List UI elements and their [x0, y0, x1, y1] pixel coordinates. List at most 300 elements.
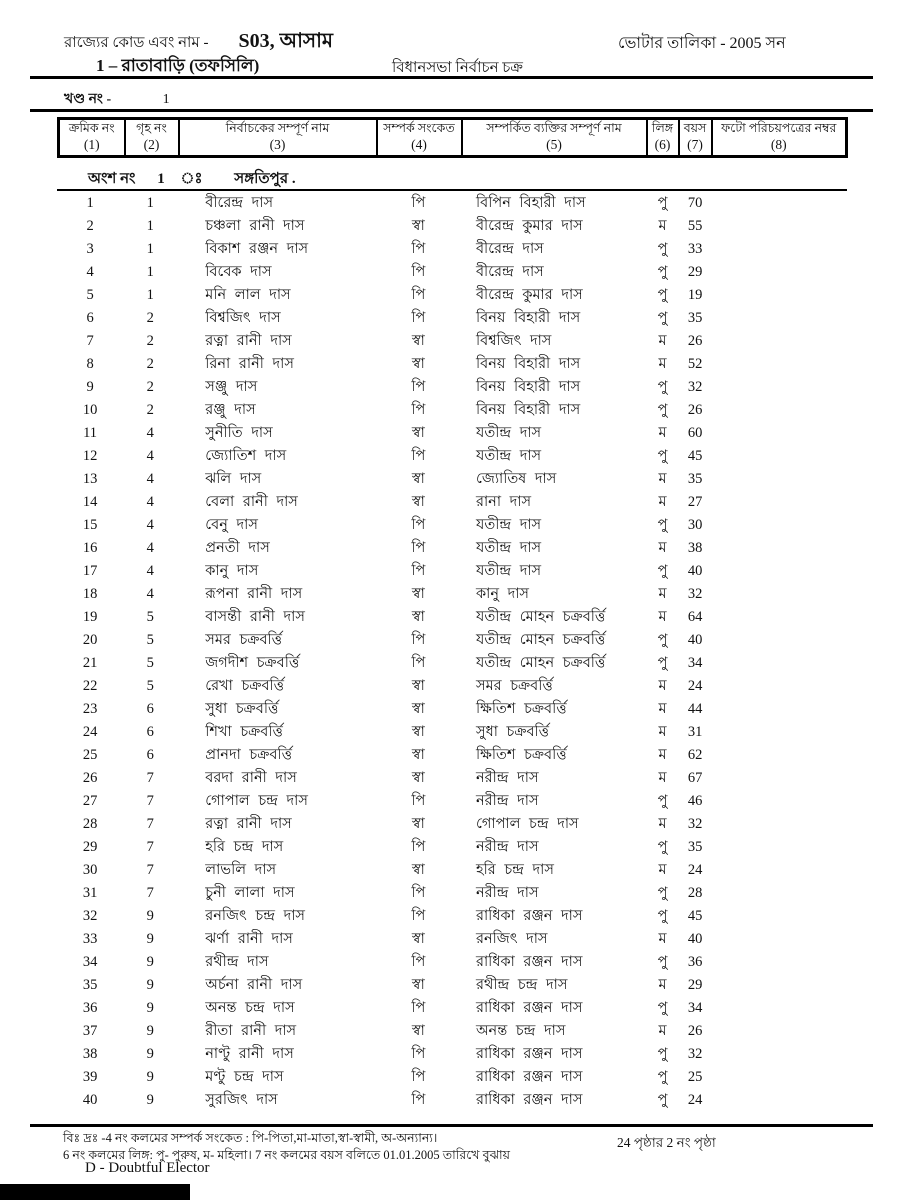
cell-serial: 23: [82, 701, 98, 717]
cell-house-no: 4: [146, 517, 154, 533]
cell-relation-code: স্বা: [411, 977, 425, 993]
cell-gender: পু: [657, 563, 668, 579]
cell-photo-id: [712, 560, 847, 583]
cell-age: 31: [687, 724, 703, 740]
voter-row: [57, 215, 847, 238]
cell-relative-name: রাধিকা রঞ্জন দাস: [475, 1046, 583, 1062]
cell-house-no: 4: [146, 471, 154, 487]
cell-gender: ম: [658, 678, 667, 694]
cell-house-no: 9: [146, 1023, 154, 1039]
cell-photo-id: [712, 583, 847, 606]
voter-row: [57, 330, 847, 353]
cell-elector-name: মনি লাল দাস: [205, 287, 291, 303]
cell-house-no: 5: [146, 632, 154, 648]
cell-gender: ম: [658, 977, 667, 993]
cell-serial: 11: [83, 425, 98, 441]
cell-serial: 27: [82, 793, 98, 809]
cell-gender: পু: [657, 839, 668, 855]
voter-row: [57, 560, 847, 583]
cell-relation-code: স্বা: [411, 724, 425, 740]
voter-row: [57, 790, 847, 813]
cell-house-no: 1: [146, 195, 154, 211]
cell-relative-name: রাধিকা রঞ্জন দাস: [475, 1069, 583, 1085]
col-label: ক্রমিক নং: [68, 121, 115, 135]
cell-serial: 31: [82, 885, 98, 901]
cell-age: 25: [687, 1069, 703, 1085]
cell-age: 40: [687, 931, 703, 947]
cell-serial: 2: [86, 218, 94, 234]
cell-gender: ম: [658, 586, 667, 602]
assembly-label: বিধানসভা নির্বাচন চক্র: [392, 60, 523, 76]
cell-age: 40: [687, 632, 703, 648]
cell-serial: 36: [82, 1000, 98, 1016]
cell-photo-id: [712, 445, 847, 468]
col-label: সম্পর্কিত ব্যক্তির সম্পূর্ণ নাম: [486, 121, 622, 135]
cell-elector-name: প্রানদা চক্রবর্ত্তি: [205, 747, 292, 763]
cell-photo-id: [712, 1043, 847, 1066]
cell-relation-code: পি: [411, 954, 426, 970]
cell-age: 60: [687, 425, 703, 441]
cell-relation-code: স্বা: [411, 471, 425, 487]
cell-photo-id: [712, 905, 847, 928]
cell-gender: ম: [658, 609, 667, 625]
footnote-gender-age: 6 নং কলমের লিঙ্গ: পু- পুরুষ, ম- মহিলা। 7 নং কলমের বয়স বলিতে 01.01.2005 তারিখে বুঝায়: [63, 1148, 511, 1162]
cell-serial: 9: [86, 379, 94, 395]
col-number: (7): [687, 137, 703, 152]
col-header-relation-code: [377, 119, 462, 157]
footnote-relation-codes: বিঃ দ্রঃ -4 নং কলমের সম্পর্ক সংকেত : পি-পিতা,মা-মাতা,স্বা-স্বামী, অ-অন্যান্য।: [63, 1131, 438, 1145]
state-code-label: রাজ্যের কোড এবং নাম -: [64, 35, 209, 51]
cell-relation-code: পি: [411, 885, 426, 901]
cell-house-no: 1: [146, 218, 154, 234]
cell-house-no: 6: [146, 747, 154, 763]
cell-relative-name: বীরেন্দ্র দাস: [475, 264, 544, 280]
cell-serial: 6: [86, 310, 94, 326]
col-number: (2): [143, 137, 160, 152]
cell-age: 24: [687, 678, 703, 694]
section-village-name: সঙ্গতিপুর .: [234, 171, 296, 187]
cell-relation-code: পি: [411, 1000, 426, 1016]
cell-gender: ম: [658, 1023, 667, 1039]
cell-relative-name: বিনয় বিহারী দাস: [475, 379, 581, 395]
col-label: গৃহ নং: [136, 121, 167, 135]
cell-serial: 34: [82, 954, 98, 970]
cell-relation-code: স্বা: [411, 678, 425, 694]
cell-photo-id: [712, 698, 847, 721]
cell-photo-id: [712, 1066, 847, 1089]
cell-relative-name: সুধা চক্রবর্ত্তি: [475, 724, 550, 740]
cell-age: 26: [687, 333, 703, 349]
cell-photo-id: [712, 859, 847, 882]
voter-row: [57, 284, 847, 307]
cell-relative-name: যতীন্দ্র দাস: [475, 517, 542, 533]
cell-house-no: 5: [146, 655, 154, 671]
cell-age: 27: [687, 494, 703, 510]
col-number: (1): [83, 137, 100, 152]
cell-relative-name: ক্ষিতিশ চক্রবর্ত্তি: [475, 747, 567, 763]
cell-house-no: 4: [146, 540, 154, 556]
cell-house-no: 6: [146, 724, 154, 740]
cell-photo-id: [712, 997, 847, 1020]
cell-photo-id: [712, 422, 847, 445]
cell-relation-code: পি: [411, 632, 426, 648]
part-number-line: [64, 87, 170, 111]
cell-relation-code: স্বা: [411, 770, 425, 786]
cell-house-no: 9: [146, 1092, 154, 1108]
column-header-table: [57, 117, 848, 158]
cell-elector-name: অর্চনা রানী দাস: [205, 977, 303, 993]
part-number-value: 1: [162, 92, 170, 107]
cell-house-no: 4: [146, 563, 154, 579]
voter-row: [57, 721, 847, 744]
cell-serial: 33: [82, 931, 98, 947]
cell-relation-code: পি: [411, 402, 426, 418]
cell-relation-code: পি: [411, 1069, 426, 1085]
voter-row: [57, 238, 847, 261]
cell-elector-name: রূপনা রানী দাস: [205, 586, 303, 602]
voter-row: [57, 1089, 847, 1112]
cell-elector-name: বরদা রানী দাস: [205, 770, 297, 786]
cell-age: 32: [687, 1046, 703, 1062]
cell-relative-name: বিনয় বিহারী দাস: [475, 310, 581, 326]
voter-row: [57, 675, 847, 698]
cell-age: 46: [687, 793, 703, 809]
cell-elector-name: জগদীশ চক্রবর্ত্তি: [205, 655, 300, 671]
cell-photo-id: [712, 330, 847, 353]
cell-photo-id: [712, 261, 847, 284]
cell-age: 30: [687, 517, 703, 533]
horizontal-rule-body-top: [57, 189, 847, 191]
cell-elector-name: রনজিৎ চন্দ্র দাস: [205, 908, 305, 924]
cell-photo-id: [712, 491, 847, 514]
cell-house-no: 4: [146, 586, 154, 602]
cell-gender: পু: [657, 264, 668, 280]
cell-gender: পু: [657, 310, 668, 326]
cell-relation-code: পি: [411, 448, 426, 464]
cell-relative-name: রাধিকা রঞ্জন দাস: [475, 908, 583, 924]
voter-row: [57, 1020, 847, 1043]
cell-relation-code: স্বা: [411, 586, 425, 602]
cell-age: 52: [687, 356, 703, 372]
cell-relation-code: স্বা: [411, 1023, 425, 1039]
cell-age: 38: [687, 540, 703, 556]
cell-photo-id: [712, 192, 847, 215]
cell-serial: 13: [82, 471, 98, 487]
cell-serial: 14: [82, 494, 98, 510]
cell-elector-name: বীরেন্দ্র দাস: [205, 195, 274, 211]
cell-relation-code: পি: [411, 839, 426, 855]
cell-relation-code: স্বা: [411, 609, 425, 625]
col-header-house: [125, 119, 179, 157]
cell-gender: পু: [657, 287, 668, 303]
cell-photo-id: [712, 215, 847, 238]
cell-elector-name: বাসন্তী রানী দাস: [205, 609, 305, 625]
voter-row: [57, 1066, 847, 1089]
cell-house-no: 9: [146, 954, 154, 970]
cell-gender: পু: [657, 241, 668, 257]
cell-photo-id: [712, 468, 847, 491]
cell-elector-name: ঝলি দাস: [205, 471, 262, 487]
cell-gender: পু: [657, 908, 668, 924]
cell-photo-id: [712, 951, 847, 974]
cell-relative-name: যতীন্দ্র দাস: [475, 540, 542, 556]
cell-relative-name: যতীন্দ্র দাস: [475, 448, 542, 464]
cell-house-no: 9: [146, 1000, 154, 1016]
cell-age: 45: [687, 448, 703, 464]
cell-age: 36: [687, 954, 703, 970]
cell-relative-name: যতীন্দ্র মোহন চক্রবর্ত্তি: [475, 655, 606, 671]
cell-relation-code: স্বা: [411, 425, 425, 441]
cell-house-no: 2: [146, 310, 154, 326]
scan-edge-artifact: [0, 1184, 190, 1200]
cell-elector-name: সুনীতি দাস: [205, 425, 273, 441]
cell-relation-code: পি: [411, 195, 426, 211]
cell-elector-name: সমর চক্রবর্ত্তি: [205, 632, 283, 648]
cell-gender: পু: [657, 632, 668, 648]
cell-age: 35: [687, 839, 703, 855]
cell-photo-id: [712, 675, 847, 698]
cell-serial: 20: [82, 632, 98, 648]
cell-house-no: 7: [146, 885, 154, 901]
cell-serial: 30: [82, 862, 98, 878]
cell-elector-name: গোপাল চন্দ্র দাস: [205, 793, 308, 809]
cell-gender: পু: [657, 379, 668, 395]
cell-age: 32: [687, 586, 703, 602]
cell-photo-id: [712, 514, 847, 537]
cell-relative-name: নরীন্দ্র দাস: [475, 770, 539, 786]
cell-elector-name: অনন্ত চন্দ্র দাস: [205, 1000, 295, 1016]
cell-age: 32: [687, 816, 703, 832]
cell-gender: ম: [658, 333, 667, 349]
cell-photo-id: [712, 813, 847, 836]
cell-relative-name: বিপিন বিহারী দাস: [475, 195, 586, 211]
cell-house-no: 7: [146, 816, 154, 832]
cell-relation-code: পি: [411, 563, 426, 579]
voter-row: [57, 1043, 847, 1066]
cell-house-no: 4: [146, 425, 154, 441]
cell-gender: পু: [657, 1069, 668, 1085]
cell-serial: 32: [82, 908, 98, 924]
cell-gender: পু: [657, 195, 668, 211]
cell-gender: পু: [657, 655, 668, 671]
cell-relation-code: স্বা: [411, 356, 425, 372]
cell-serial: 19: [82, 609, 98, 625]
cell-serial: 5: [86, 287, 94, 303]
cell-relation-code: স্বা: [411, 816, 425, 832]
cell-photo-id: [712, 376, 847, 399]
voter-row: [57, 537, 847, 560]
cell-age: 70: [687, 195, 703, 211]
cell-photo-id: [712, 836, 847, 859]
cell-elector-name: হরি চন্দ্র দাস: [205, 839, 284, 855]
voter-row: [57, 928, 847, 951]
cell-house-no: 2: [146, 333, 154, 349]
state-code-value: S03, আসাম: [238, 30, 334, 52]
cell-age: 29: [687, 977, 703, 993]
cell-elector-name: রঞ্জু দাস: [205, 402, 256, 418]
cell-age: 26: [687, 402, 703, 418]
cell-elector-name: সুধা চক্রবর্ত্তি: [205, 701, 279, 717]
col-label: ফটো পরিচয়পত্রের নম্বর: [721, 121, 837, 135]
cell-relative-name: যতীন্দ্র মোহন চক্রবর্ত্তি: [475, 609, 606, 625]
cell-serial: 25: [82, 747, 98, 763]
voter-row: [57, 767, 847, 790]
cell-age: 32: [687, 379, 703, 395]
col-header-gender: [647, 119, 679, 157]
cell-photo-id: [712, 238, 847, 261]
cell-house-no: 1: [146, 241, 154, 257]
voter-row: [57, 882, 847, 905]
cell-relative-name: বিনয় বিহারী দাস: [475, 356, 581, 372]
cell-serial: 28: [82, 816, 98, 832]
col-header-elector-name: [179, 119, 377, 157]
cell-photo-id: [712, 1089, 847, 1112]
cell-age: 24: [687, 862, 703, 878]
cell-age: 34: [687, 655, 703, 671]
cell-serial: 7: [86, 333, 94, 349]
cell-serial: 21: [82, 655, 98, 671]
cell-elector-name: রত্না রানী দাস: [205, 816, 292, 832]
cell-photo-id: [712, 353, 847, 376]
voter-row: [57, 652, 847, 675]
cell-serial: 4: [86, 264, 94, 280]
cell-photo-id: [712, 606, 847, 629]
cell-relative-name: কানু দাস: [475, 586, 530, 602]
voter-row: [57, 399, 847, 422]
cell-house-no: 6: [146, 701, 154, 717]
constituency-name: 1 – রাতাবাড়ি (তফসিলি): [96, 56, 260, 75]
cell-elector-name: বেনু দাস: [205, 517, 258, 533]
cell-photo-id: [712, 767, 847, 790]
cell-relative-name: বীরেন্দ্র কুমার দাস: [475, 218, 583, 234]
cell-relative-name: যতীন্দ্র দাস: [475, 425, 542, 441]
cell-serial: 1: [86, 195, 94, 211]
cell-elector-name: বিকাশ রঞ্জন দাস: [205, 241, 309, 257]
cell-relation-code: স্বা: [411, 218, 425, 234]
cell-gender: ম: [658, 724, 667, 740]
cell-relation-code: পি: [411, 540, 426, 556]
voter-row: [57, 353, 847, 376]
voter-row: [57, 376, 847, 399]
cell-serial: 18: [82, 586, 98, 602]
cell-age: 35: [687, 471, 703, 487]
cell-age: 29: [687, 264, 703, 280]
cell-house-no: 5: [146, 678, 154, 694]
cell-gender: পু: [657, 1000, 668, 1016]
cell-relation-code: পি: [411, 264, 426, 280]
cell-relative-name: নরীন্দ্র দাস: [475, 793, 539, 809]
cell-age: 55: [687, 218, 703, 234]
cell-relative-name: হরি চন্দ্র দাস: [475, 862, 554, 878]
cell-elector-name: মণ্টু চন্দ্র দাস: [205, 1069, 284, 1085]
cell-serial: 35: [82, 977, 98, 993]
col-number: (5): [546, 137, 562, 152]
cell-relative-name: অনন্ত চন্দ্র দাস: [475, 1023, 566, 1039]
cell-relative-name: গোপাল চন্দ্র দাস: [475, 816, 579, 832]
cell-photo-id: [712, 928, 847, 951]
cell-gender: ম: [658, 494, 667, 510]
voter-row: [57, 698, 847, 721]
cell-relative-name: ক্ষিতিশ চক্রবর্ত্তি: [475, 701, 567, 717]
col-number: (6): [654, 137, 671, 152]
cell-elector-name: ঝর্ণা রানী দাস: [205, 931, 293, 947]
cell-relation-code: স্বা: [411, 747, 425, 763]
voter-row: [57, 606, 847, 629]
col-label: লিঙ্গ: [651, 121, 674, 135]
cell-relation-code: পি: [411, 241, 426, 257]
cell-relation-code: পি: [411, 1092, 426, 1108]
col-label: বয়স: [683, 121, 707, 135]
col-header-age: [679, 119, 712, 157]
cell-age: 67: [687, 770, 703, 786]
cell-serial: 26: [82, 770, 98, 786]
cell-relative-name: নরীন্দ্র দাস: [475, 885, 539, 901]
cell-elector-name: রথীন্দ্র দাস: [205, 954, 269, 970]
cell-house-no: 7: [146, 770, 154, 786]
cell-gender: ম: [658, 747, 667, 763]
col-number: (4): [411, 137, 427, 152]
page-number-info: 24 পৃষ্ঠার 2 নং পৃষ্ঠা: [617, 1135, 716, 1150]
voter-row: [57, 468, 847, 491]
cell-gender: ম: [658, 862, 667, 878]
part-label: খণ্ড নং -: [64, 92, 112, 107]
cell-gender: ম: [658, 816, 667, 832]
cell-house-no: 9: [146, 1069, 154, 1085]
cell-elector-name: বিশ্বজিৎ দাস: [205, 310, 281, 326]
cell-age: 19: [687, 287, 703, 303]
cell-relative-name: বিশ্বজিৎ দাস: [475, 333, 552, 349]
voter-row: [57, 629, 847, 652]
cell-photo-id: [712, 307, 847, 330]
cell-elector-name: বিবেক দাস: [205, 264, 272, 280]
cell-relation-code: পি: [411, 310, 426, 326]
cell-relative-name: যতীন্দ্র মোহন চক্রবর্ত্তি: [475, 632, 606, 648]
cell-age: 24: [687, 1092, 703, 1108]
cell-gender: ম: [658, 540, 667, 556]
cell-relative-name: রানা দাস: [475, 494, 532, 510]
cell-gender: পু: [657, 793, 668, 809]
cell-age: 62: [687, 747, 703, 763]
col-header-photo-id: [712, 119, 847, 157]
cell-photo-id: [712, 1020, 847, 1043]
cell-relation-code: স্বা: [411, 701, 425, 717]
cell-age: 64: [687, 609, 703, 625]
cell-gender: পু: [657, 402, 668, 418]
cell-elector-name: সুরজিৎ দাস: [205, 1092, 278, 1108]
cell-elector-name: বেলা রানী দাস: [205, 494, 298, 510]
cell-house-no: 4: [146, 448, 154, 464]
cell-age: 45: [687, 908, 703, 924]
cell-elector-name: সঞ্জু দাস: [205, 379, 258, 395]
cell-gender: পু: [657, 448, 668, 464]
cell-photo-id: [712, 882, 847, 905]
cell-relation-code: পি: [411, 655, 426, 671]
cell-serial: 40: [82, 1092, 98, 1108]
cell-gender: ম: [658, 218, 667, 234]
cell-relation-code: স্বা: [411, 862, 425, 878]
cell-photo-id: [712, 399, 847, 422]
col-number: (3): [269, 137, 286, 152]
cell-serial: 22: [82, 678, 98, 694]
cell-house-no: 5: [146, 609, 154, 625]
cell-relative-name: রনজিৎ দাস: [475, 931, 548, 947]
cell-house-no: 7: [146, 839, 154, 855]
cell-elector-name: প্রনতী দাস: [205, 540, 270, 556]
voter-row: [57, 307, 847, 330]
cell-house-no: 7: [146, 793, 154, 809]
cell-elector-name: রত্না রানী দাস: [205, 333, 292, 349]
voter-row: [57, 813, 847, 836]
